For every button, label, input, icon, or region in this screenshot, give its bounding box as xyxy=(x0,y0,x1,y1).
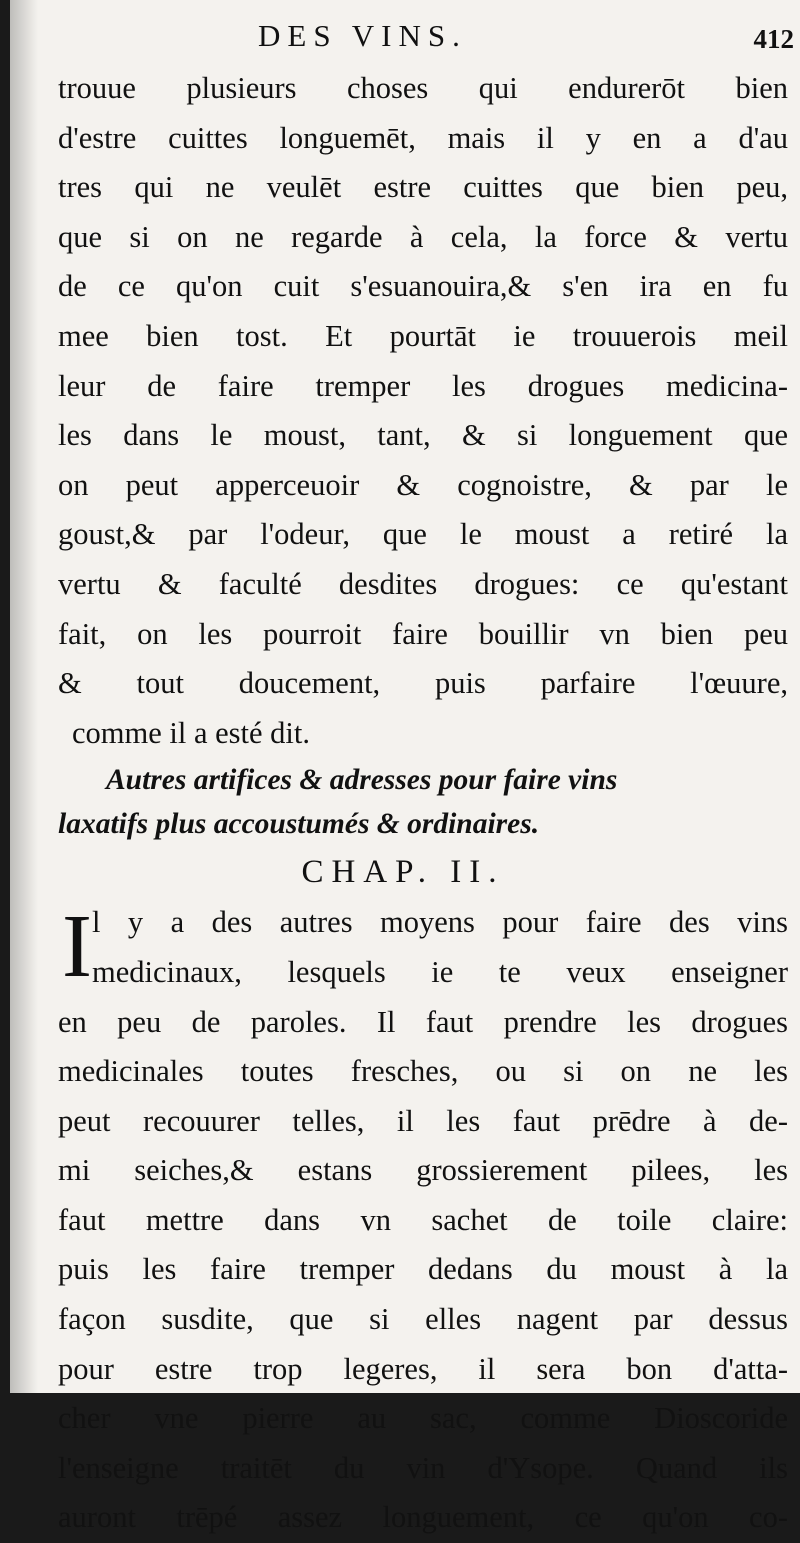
text-line: on peut apperceuoir & cognoistre, & par le xyxy=(58,467,788,502)
text-line: medicinaux, lesquels ie te veux enseigner xyxy=(92,954,788,989)
text-line: cher vne pierre au sac, comme Dioscoride xyxy=(58,1401,788,1436)
chapter-heading: CHAP. II. xyxy=(301,854,505,891)
chapter-rubric: laxatifs plus accoustumés & ordinaires. xyxy=(58,808,540,841)
page-gutter-shadow xyxy=(10,0,38,1393)
text-line: faut mettre dans vn sachet de toile claire: xyxy=(58,1202,788,1237)
text-line: d'estre cuittes longuemēt, mais il y en a d'au xyxy=(58,120,788,155)
drop-cap: I xyxy=(62,897,92,997)
text-line: pour estre trop legeres, il sera bon d'atta- xyxy=(58,1351,788,1386)
text-line: goust,& par l'odeur, que le moust a retiré la xyxy=(58,517,788,552)
text-line: leur de faire tremper les drogues medicina- xyxy=(58,368,788,403)
running-title: DES VINS. xyxy=(258,18,467,53)
text-line: peut recouurer telles, il les faut prēdre à de- xyxy=(58,1103,788,1138)
page-number: 412 xyxy=(753,24,794,54)
text-line: l'enseigne traitēt du vin d'Ysope. Quand ils xyxy=(58,1450,788,1485)
text-line: tres qui ne veulēt estre cuittes que bien peu, xyxy=(58,170,788,205)
chapter-rubric: Autres artifices & adresses pour faire vins xyxy=(106,764,618,797)
text-line: puis les faire tremper dedans du moust à la xyxy=(58,1252,788,1287)
page-header xyxy=(10,14,800,58)
text-line: comme il a esté dit. xyxy=(72,715,310,750)
chapter-opening xyxy=(58,898,788,997)
text-line: fait, on les pourroit faire bouillir vn bien peu xyxy=(58,616,788,651)
body-text xyxy=(58,64,788,1543)
text-line: façon susdite, que si elles nagent par dessus xyxy=(58,1302,788,1337)
text-line: mee bien tost. Et pourtāt ie trouuerois meil xyxy=(58,318,788,353)
text-line: les dans le moust, tant, & si longuement que xyxy=(58,418,788,453)
text-line: que si on ne regarde à cela, la force & vertu xyxy=(58,219,788,254)
text-line: l y a des autres moyens pour faire des vins xyxy=(92,905,788,940)
text-line: auront trēpé assez longuement, ce qu'on co- xyxy=(58,1500,788,1535)
text-line: medicinales toutes fresches, ou si on ne les xyxy=(58,1054,788,1089)
text-line: & tout doucement, puis parfaire l'œuure, xyxy=(58,666,788,701)
text-line: trouue plusieurs choses qui endurerōt bien xyxy=(58,71,788,105)
text-line: de ce qu'on cuit s'esuanouira,& s'en ira en fu xyxy=(58,269,788,304)
text-line: en peu de paroles. Il faut prendre les drogues xyxy=(58,1004,788,1039)
text-line: vertu & faculté desdites drogues: ce qu'estant xyxy=(58,566,788,601)
book-page xyxy=(10,0,800,1535)
text-line: mi seiches,& estans grossierement pilees, les xyxy=(58,1153,788,1188)
